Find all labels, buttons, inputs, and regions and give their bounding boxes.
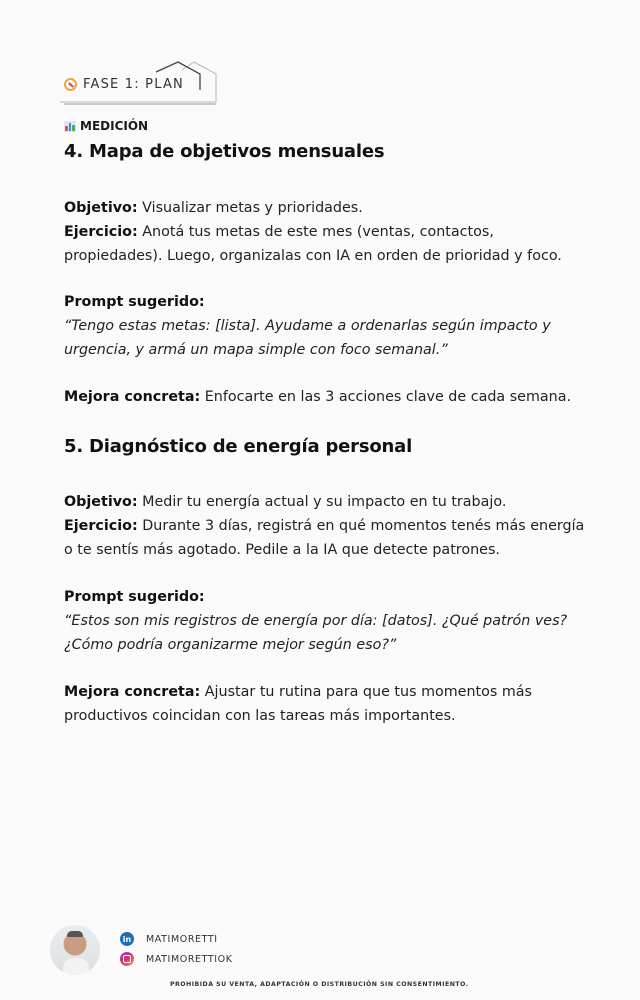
objective-line bbox=[64, 490, 594, 514]
objective-label: Objetivo: bbox=[64, 200, 138, 216]
improvement-label: Mejora concreta: bbox=[64, 684, 201, 700]
objective-label: Objetivo: bbox=[64, 494, 138, 510]
improvement-text: Enfocarte en las 3 acciones clave de cada semana. bbox=[200, 389, 572, 405]
phase-title: FASE 1: PLAN bbox=[83, 77, 184, 92]
copyright-disclaimer: PROHIBIDA SU VENTA, ADAPTACIÓN O DISTRIBUCIÓN SIN CONSENTIMIENTO. bbox=[170, 981, 469, 988]
objective-text: Visualizar metas y prioridades. bbox=[137, 200, 363, 216]
exercise-label: Ejercicio: bbox=[64, 518, 138, 534]
section-tag-label: MEDICIÓN bbox=[80, 119, 149, 133]
item-title: 5. Diagnóstico de energía personal bbox=[64, 436, 413, 457]
prompt-text: “Estos son mis registros de energía por día: [datos]. ¿Qué patrón ves? ¿Cómo podría organizarme mejor según eso?” bbox=[64, 613, 568, 653]
instagram-icon bbox=[120, 952, 134, 966]
item-improvement bbox=[64, 680, 594, 728]
compass-icon bbox=[64, 78, 77, 91]
item-prompt bbox=[64, 290, 594, 362]
footer bbox=[50, 925, 590, 995]
exercise-line bbox=[64, 514, 594, 562]
item-objective-exercise bbox=[64, 490, 594, 562]
section-tag bbox=[64, 119, 148, 133]
phase-label bbox=[64, 77, 184, 92]
objective-line bbox=[64, 196, 594, 220]
exercise-text: Durante 3 días, registrá en qué momentos tenés más energía o te sentís más agotado. Pedile a la IA que detecte patrones. bbox=[64, 518, 585, 558]
prompt-text: “Tengo estas metas: [lista]. Ayudame a ordenarlas según impacto y urgencia, y armá un mapa simple con foco semanal.” bbox=[64, 318, 551, 358]
social-linkedin[interactable] bbox=[120, 932, 218, 946]
phase-header bbox=[60, 60, 220, 108]
objective-text: Medir tu energía actual y su impacto en tu trabajo. bbox=[137, 494, 507, 510]
improvement-label: Mejora concreta: bbox=[64, 389, 201, 405]
item-title: 4. Mapa de objetivos mensuales bbox=[64, 141, 385, 162]
exercise-line bbox=[64, 220, 594, 268]
author-avatar bbox=[50, 925, 100, 975]
exercise-label: Ejercicio: bbox=[64, 224, 138, 240]
prompt-label: Prompt sugerido: bbox=[64, 589, 205, 605]
linkedin-handle[interactable]: MATIMORETTI bbox=[146, 933, 218, 945]
social-instagram[interactable] bbox=[120, 952, 233, 966]
instagram-handle[interactable]: MATIMORETTIOK bbox=[146, 953, 233, 965]
improvement-text: Ajustar tu rutina para que tus momentos más productivos coincidan con las tareas más importantes. bbox=[64, 684, 533, 724]
item-objective-exercise bbox=[64, 196, 594, 268]
prompt-label: Prompt sugerido: bbox=[64, 294, 205, 310]
item-improvement bbox=[64, 385, 594, 409]
bar-chart-icon bbox=[64, 121, 76, 132]
linkedin-icon: in bbox=[120, 932, 134, 946]
exercise-text: Anotá tus metas de este mes (ventas, contactos, propiedades). Luego, organizalas con IA en orden de prioridad y foco. bbox=[64, 224, 562, 264]
item-prompt bbox=[64, 585, 594, 657]
